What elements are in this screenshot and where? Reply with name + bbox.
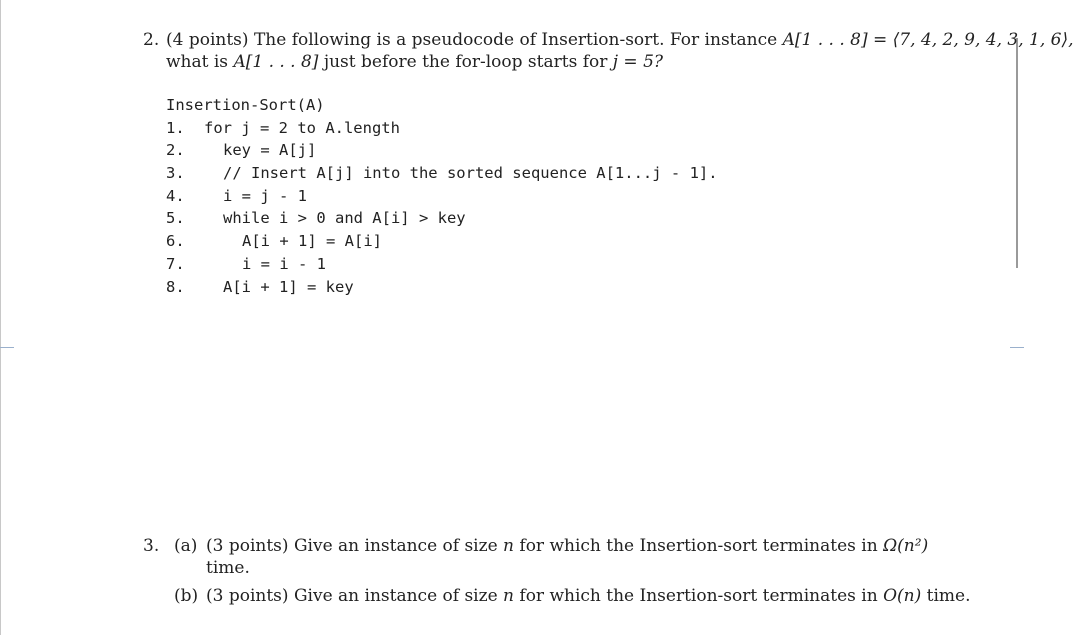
scrollbar-track[interactable] [1016, 38, 1018, 268]
question-2-line-2 [166, 51, 663, 73]
question-3b-n: n [503, 586, 514, 606]
question-3b-bound: O(n) [883, 586, 922, 606]
question-2-text: (4 points) The following is a pseudocode of Insertion-sort. For instance [166, 30, 783, 50]
question-3a-text: (3 points) Give an instance of size [206, 536, 504, 556]
question-2-array-math: A[1 . . . 8] = ⟨7, 4, 2, 9, 4, 3, 1, 6⟩, [782, 30, 1073, 50]
question-3a-line-1 [206, 535, 928, 557]
question-2-number: 2. [143, 30, 160, 50]
page-break-marker-left [0, 347, 14, 348]
question-3b-line [206, 585, 971, 607]
question-3a-line-2: time. [206, 558, 250, 578]
question-2-j-value: j = 5? [612, 52, 664, 72]
page-left-border [0, 0, 1, 635]
page-break-marker-right [1010, 347, 1024, 348]
exam-page: 2. (4 points) The following is a pseudocode of Insertion-sort. For instance A[1 . . . 8] = ⟨7, 4, 2, 9, 4, 3, 1, 6⟩, what is A[1 . . . 8] just before the for-loop starts for j = 5? Insertion-Sort(A) 1. for j = 2 to A.length 2. key = A[j] 3. // Insert A[j] into the sorted sequence A[1...j - 1]. 4. i = j - 1 5. while i > 0 and A[i] > key 6. A[i + 1] = A[i] 7. i = i - 1 8. A[i + 1] = key 3. (a) (3 points) Give an instance of size n for which the Insertion-sort terminates in Ω(n²) time. (b) (3 points) Give an instance of size n for which the Insertion-sort terminates in O(n) time. [0, 0, 1024, 635]
question-3a-n: n [503, 536, 514, 556]
question-2-array-ref: A[1 . . . 8] [233, 52, 319, 72]
question-3a-text-2: for which the Insertion-sort terminates in [514, 536, 884, 556]
question-3a-label: (a) [174, 536, 198, 556]
question-2-text-3: just before the for-loop starts for [318, 52, 613, 72]
question-3a-bound: Ω(n²) [883, 536, 929, 556]
question-3-number: 3. [143, 536, 160, 556]
question-3b-label: (b) [174, 586, 199, 606]
question-2-line-1 [166, 29, 1073, 51]
question-3b-text: (3 points) Give an instance of size [206, 586, 504, 606]
question-3b-text-3: time. [921, 586, 971, 606]
question-2-text-2: what is [166, 52, 234, 72]
question-3b-text-2: for which the Insertion-sort terminates in [514, 586, 884, 606]
